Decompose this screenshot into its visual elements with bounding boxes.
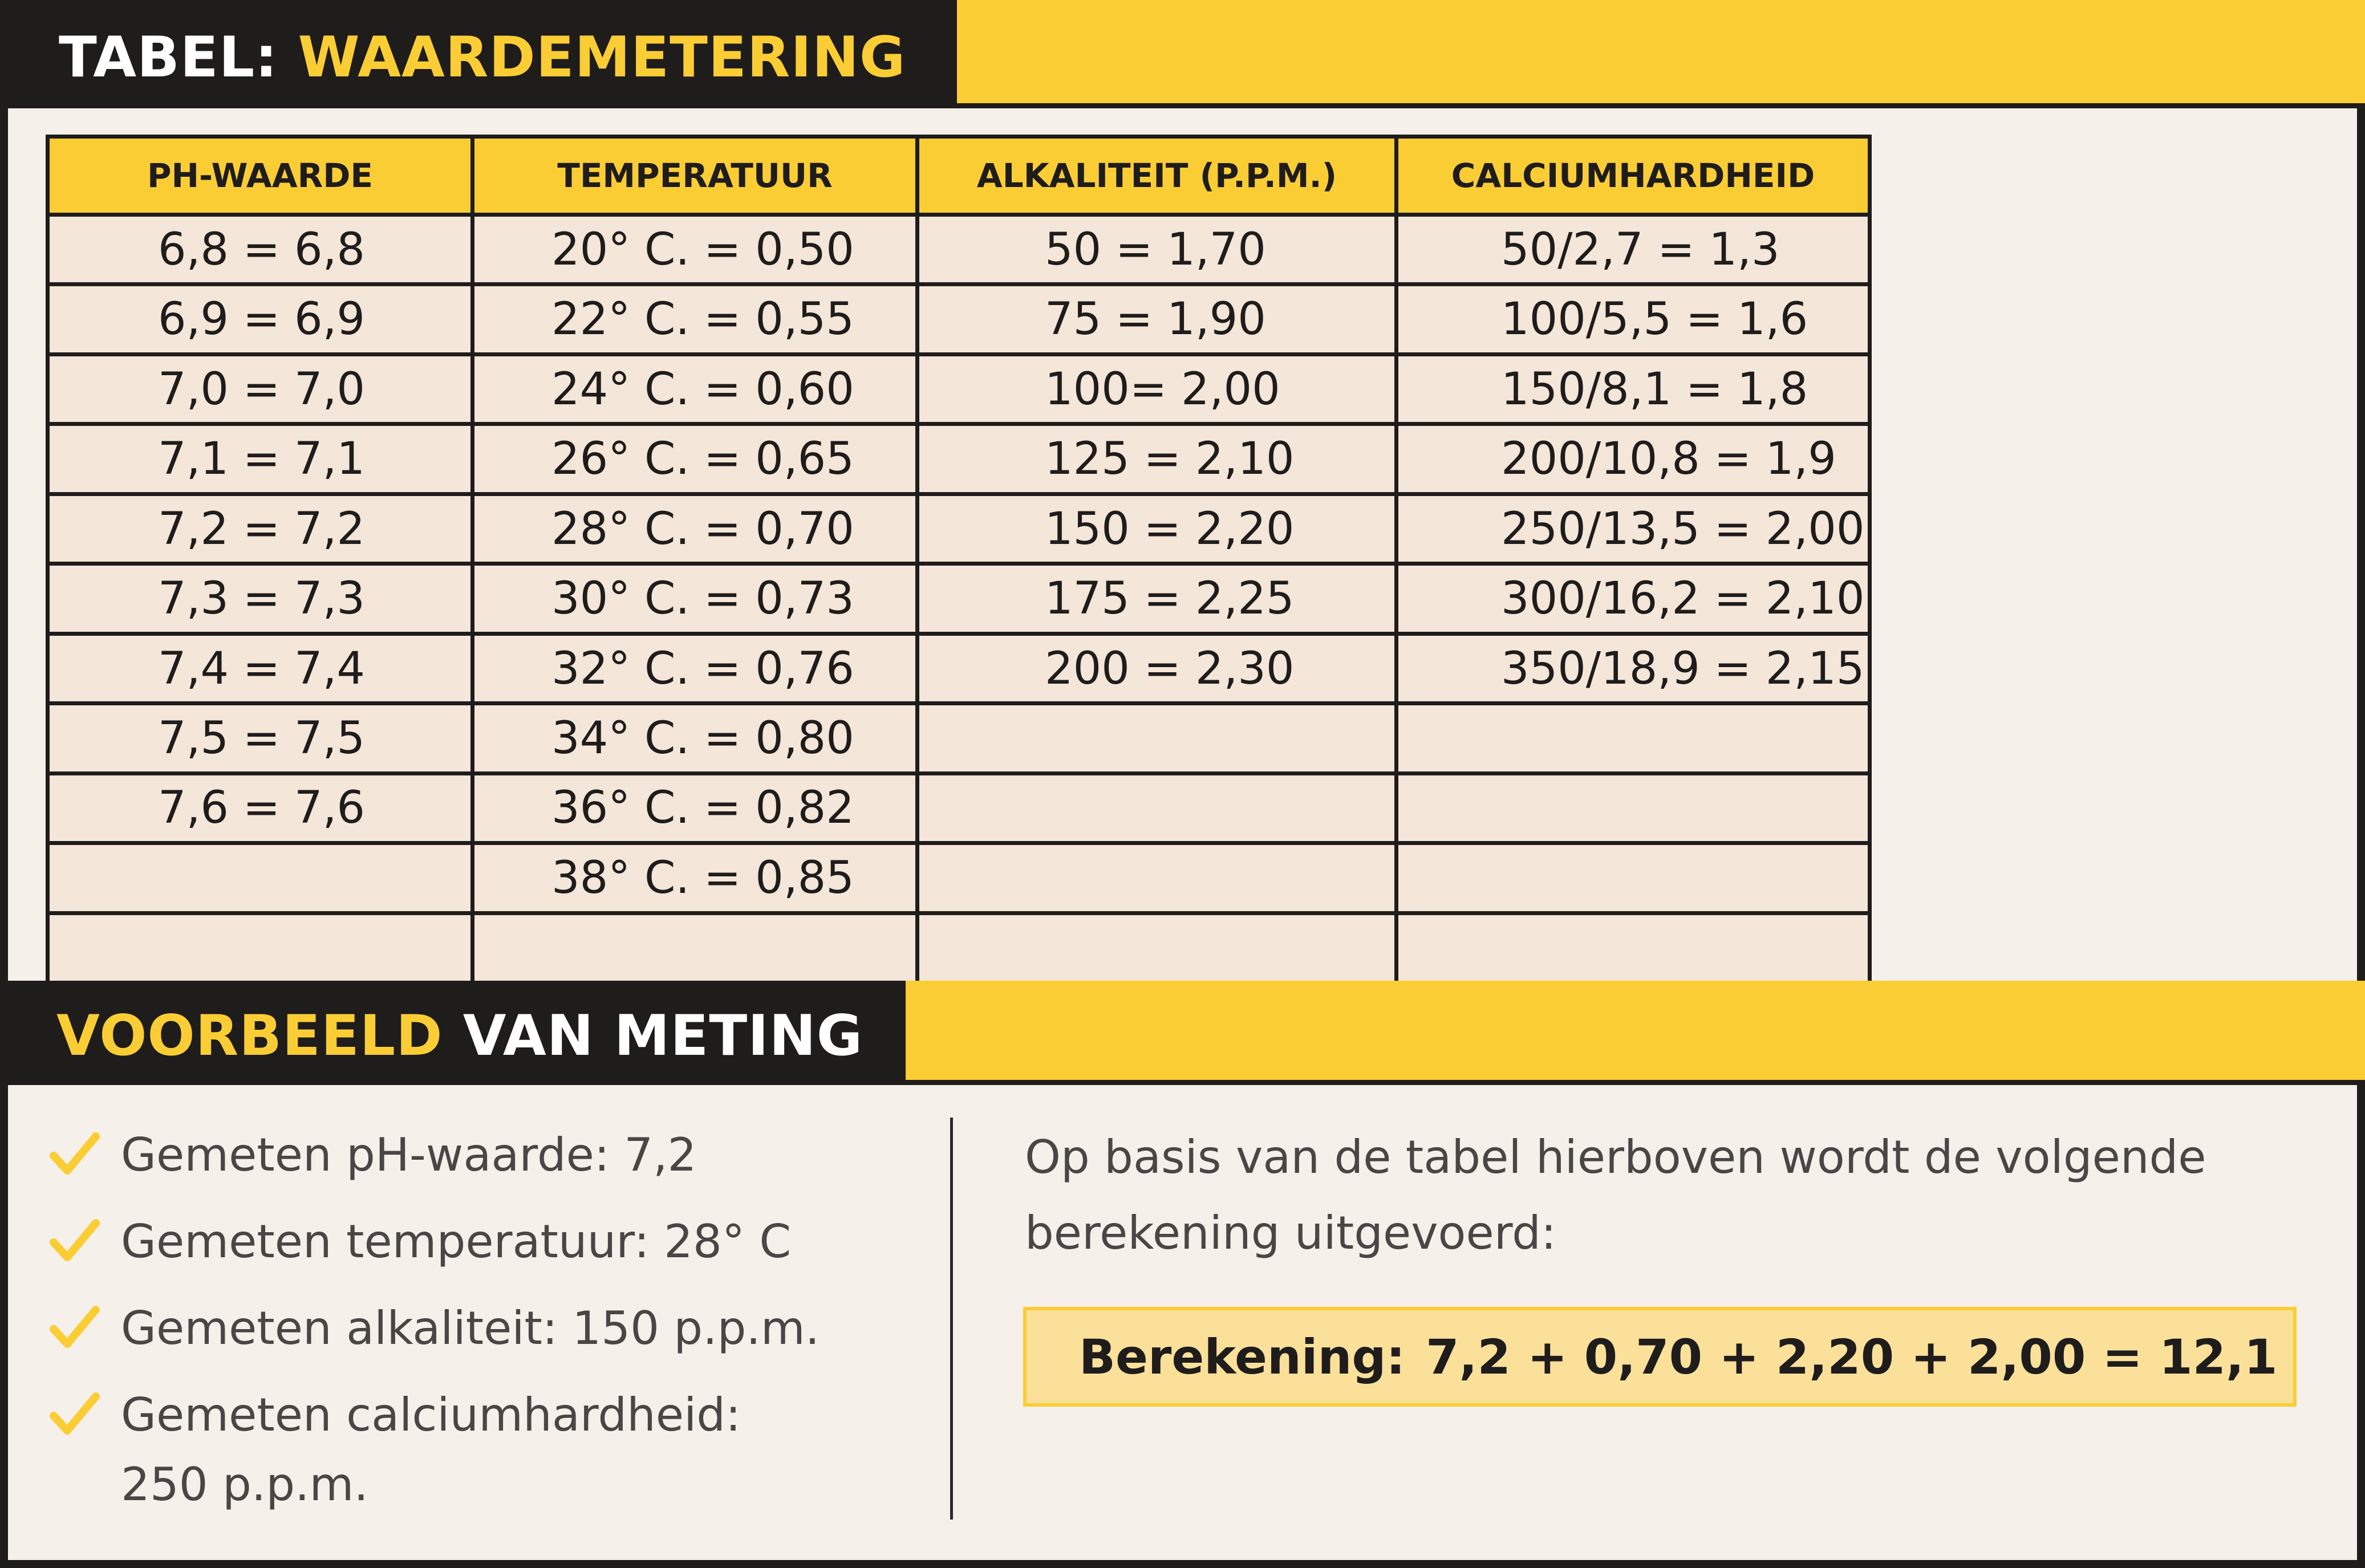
section-divider: [950, 1118, 953, 1520]
cell-calcium: [1397, 913, 1870, 981]
cell-calcium: [1397, 773, 1870, 843]
header-alkalinity: ALKALITEIT (P.P.M.): [918, 137, 1397, 215]
table-row: [48, 354, 1870, 424]
table-title-prefix: TABEL:: [59, 25, 278, 90]
cell-ph: 6,8 = 6,8: [48, 215, 473, 285]
cell-calcium: 150/8,1 = 1,8: [1397, 354, 1870, 424]
cell-alkalinity: [918, 704, 1397, 773]
header-temperature: TEMPERATUUR: [473, 137, 918, 215]
measurement-list: [46, 1120, 919, 1520]
checkmark-icon: [46, 1299, 103, 1356]
cell-ph: 7,3 = 7,3: [48, 564, 473, 633]
cell-ph: 7,2 = 7,2: [48, 494, 473, 563]
measurement-temperature: Gemeten temperatuur: 28° C: [121, 1215, 792, 1268]
cell-alkalinity: 100= 2,00: [918, 354, 1397, 424]
cell-calcium: 50/2,7 = 1,3: [1397, 215, 1870, 285]
cell-temperature: 38° C. = 0,85: [473, 843, 918, 913]
cell-temperature: 28° C. = 0,70: [473, 494, 918, 563]
cell-calcium: [1397, 704, 1870, 773]
cell-ph: 6,9 = 6,9: [48, 285, 473, 354]
table-row: [48, 704, 1870, 773]
calculation-label: Berekening:: [1079, 1329, 1406, 1385]
cell-calcium: [1397, 843, 1870, 913]
cell-alkalinity: 75 = 1,90: [918, 285, 1397, 354]
cell-alkalinity: 150 = 2,20: [918, 494, 1397, 563]
example-title: [56, 1004, 863, 1069]
cell-alkalinity: 200 = 2,30: [918, 633, 1397, 703]
cell-temperature: 22° C. = 0,55: [473, 285, 918, 354]
example-title-highlight: VOORBEELD: [56, 1004, 443, 1069]
cell-calcium: 350/18,9 = 2,15: [1397, 633, 1870, 703]
table-title: [59, 25, 906, 90]
cell-temperature: 26° C. = 0,65: [473, 424, 918, 494]
cell-ph: 7,1 = 7,1: [48, 424, 473, 494]
calculation-intro: Op basis van de tabel hierboven wordt de volgende berekening uitgevoerd:: [1025, 1131, 2206, 1260]
example-header-rule: [906, 1080, 2365, 1085]
measurement-alkalinity: Gemeten alkaliteit: 150 p.p.m.: [121, 1302, 820, 1355]
cell-alkalinity: 50 = 1,70: [918, 215, 1397, 285]
cell-alkalinity: [918, 913, 1397, 981]
cell-ph: [48, 843, 473, 913]
list-item: [46, 1294, 919, 1380]
measurement-calcium: Gemeten calciumhardheid: 250 p.p.m.: [121, 1388, 741, 1511]
table-row: [48, 494, 1870, 563]
table-header-accent: [957, 0, 2365, 103]
cell-calcium: 100/5,5 = 1,6: [1397, 285, 1870, 354]
cell-ph: 7,5 = 7,5: [48, 704, 473, 773]
cell-alkalinity: 175 = 2,25: [918, 564, 1397, 633]
cell-ph: [48, 913, 473, 981]
table-row: [48, 564, 1870, 633]
cell-temperature: [473, 913, 918, 981]
table-header-rule: [957, 103, 2365, 108]
cell-calcium: 250/13,5 = 2,00: [1397, 494, 1870, 563]
checkmark-icon: [46, 1386, 103, 1443]
cell-temperature: 30° C. = 0,73: [473, 564, 918, 633]
cell-temperature: 36° C. = 0,82: [473, 773, 918, 843]
cell-ph: 7,4 = 7,4: [48, 633, 473, 703]
value-table: [46, 135, 1872, 981]
calculation-value: 7,2 + 0,70 + 2,20 + 2,00 = 12,1: [1426, 1329, 2278, 1385]
table-title-highlight: WAARDEMETERING: [298, 25, 906, 90]
list-item: [46, 1207, 919, 1294]
cell-calcium: 200/10,8 = 1,9: [1397, 424, 1870, 494]
cell-alkalinity: 125 = 2,10: [918, 424, 1397, 494]
table-row: [48, 843, 1870, 913]
measurement-ph: Gemeten pH-waarde: 7,2: [121, 1128, 697, 1181]
cell-alkalinity: [918, 773, 1397, 843]
table-row: [48, 285, 1870, 354]
example-title-rest: VAN METING: [463, 1004, 863, 1069]
table-row: [48, 913, 1870, 981]
header-calcium-hardness: CALCIUMHARDHEID: [1397, 137, 1870, 215]
cell-calcium: 300/16,2 = 2,10: [1397, 564, 1870, 633]
table-row: [48, 424, 1870, 494]
list-item: [46, 1380, 919, 1520]
cell-temperature: 20° C. = 0,50: [473, 215, 918, 285]
table-row: [48, 215, 1870, 285]
table-header-row: [48, 137, 1870, 215]
cell-ph: 7,0 = 7,0: [48, 354, 473, 424]
cell-ph: 7,6 = 7,6: [48, 773, 473, 843]
header-ph: PH-WAARDE: [48, 137, 473, 215]
cell-temperature: 34° C. = 0,80: [473, 704, 918, 773]
checkmark-icon: [46, 1126, 103, 1183]
calculation-box: [1023, 1307, 2297, 1407]
list-item: [46, 1120, 919, 1207]
cell-temperature: 32° C. = 0,76: [473, 633, 918, 703]
table-row: [48, 773, 1870, 843]
example-header-accent: [906, 981, 2365, 1080]
cell-alkalinity: [918, 843, 1397, 913]
checkmark-icon: [46, 1213, 103, 1270]
table-row: [48, 633, 1870, 703]
cell-temperature: 24° C. = 0,60: [473, 354, 918, 424]
